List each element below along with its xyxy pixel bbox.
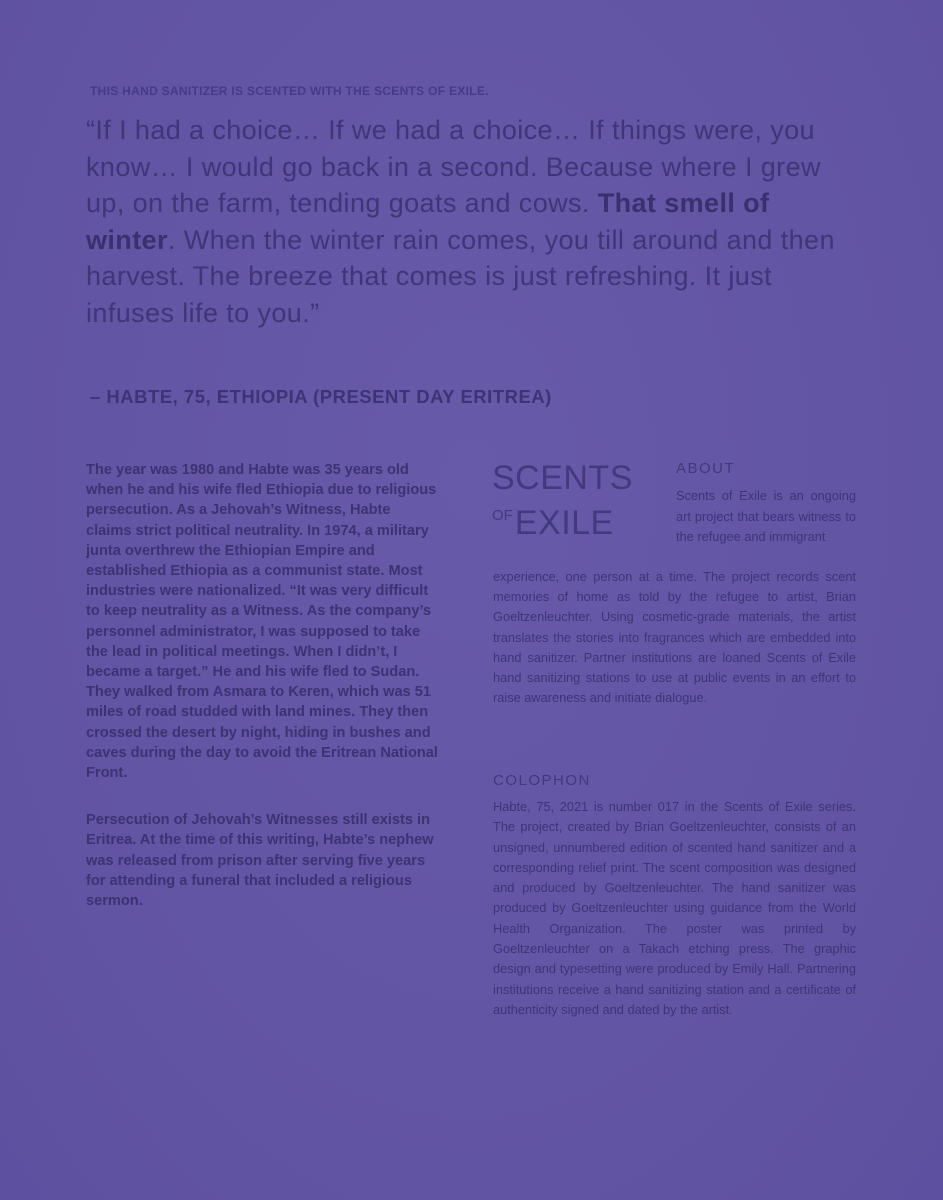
quote-part-1: “If I had a choice… If we had a choice… If things were, you know… I would go back in a second. Because where I grew up, on the farm, tending goats and cows. <box>86 115 821 218</box>
logo-exile: EXILE <box>514 504 614 542</box>
scents-of-exile-logo <box>492 460 652 548</box>
colophon-text: Habte, 75, 2021 is number 017 in the Scents of Exile series. The project, created by Brian Goeltzenleuchter, consists of an unsigned, unnumbered edition of scented hand sanitizer and a corresponding relief print. The scent composition was designed and produced by Goeltzenleuchter. The hand sanitizer was produced by Goeltzenleuchter using guidance from the World Health Organization. The poster was printed by Goeltzenleuchter on a Takach etching press. The graphic design and typesetting were produced by Emily Hall. Partnering institutions receive a hand sanitizing station and a certificate of authenticity signed and dated by the artist. <box>493 799 856 1017</box>
about-text-body: experience, one person at a time. The project records scent memories of home as told by the refugee to artist, Brian Goeltzenleuchter. Using cosmetic-grade materials, the artist translates the stories into fragrances which are embedded into hand sanitizer. Partner institutions are loaned Scents of Exile hand sanitizing stations to use at public events in an effort to raise awareness and initiate dialogue. <box>493 569 856 706</box>
story-column <box>86 460 438 938</box>
logo-line-exile <box>492 498 652 548</box>
quote-emphasis: That smell of winter <box>86 188 770 255</box>
logo-of: OF <box>492 507 513 524</box>
story-paragraph: The year was 1980 and Habte was 35 years old when he and his wife fled Ethiopia due to religious persecution. As a Jehovah’s Witness, Habte claims strict political neutrality. In 1974, a military junta overthrew the Ethiopian Empire and established Ethiopia as a communist state. Most industries were nationalized. “It was very difficult to keep neutrality as a Witness. As the company’s personnel administrator, I was supposed to take the lead in political meetings. When I didn’t, I became a target.” He and his wife fled to Sudan. They walked from Asmara to Keren, which was 51 miles of road studded with land mines. They then crossed the desert by night, hiding in bushes and caves during the day to avoid the Eritrean National Front. <box>86 462 438 782</box>
colophon-heading: COLOPHON <box>493 772 591 789</box>
about-text-top: Scents of Exile is an ongoing art project that bears witness to the refugee and immigrant <box>676 488 856 545</box>
logo-line-scents: SCENTS <box>492 459 633 497</box>
pull-quote <box>86 112 846 331</box>
quote-attribution: – HABTE, 75, ETHIOPIA (PRESENT DAY ERITREA) <box>90 386 552 407</box>
story-paragraph: Persecution of Jehovah’s Witnesses still exists in Eritrea. At the time of this writing, Habte’s nephew was released from prison after serving five years for attending a funeral that included a religious sermon. <box>86 812 434 910</box>
about-heading: ABOUT <box>676 460 736 477</box>
header-kicker: THIS HAND SANITIZER IS SCENTED WITH THE SCENTS OF EXILE. <box>90 84 489 98</box>
quote-part-2: . When the winter rain comes, you till around and then harvest. The breeze that comes is just refreshing. It just infuses life to you.” <box>86 224 835 328</box>
